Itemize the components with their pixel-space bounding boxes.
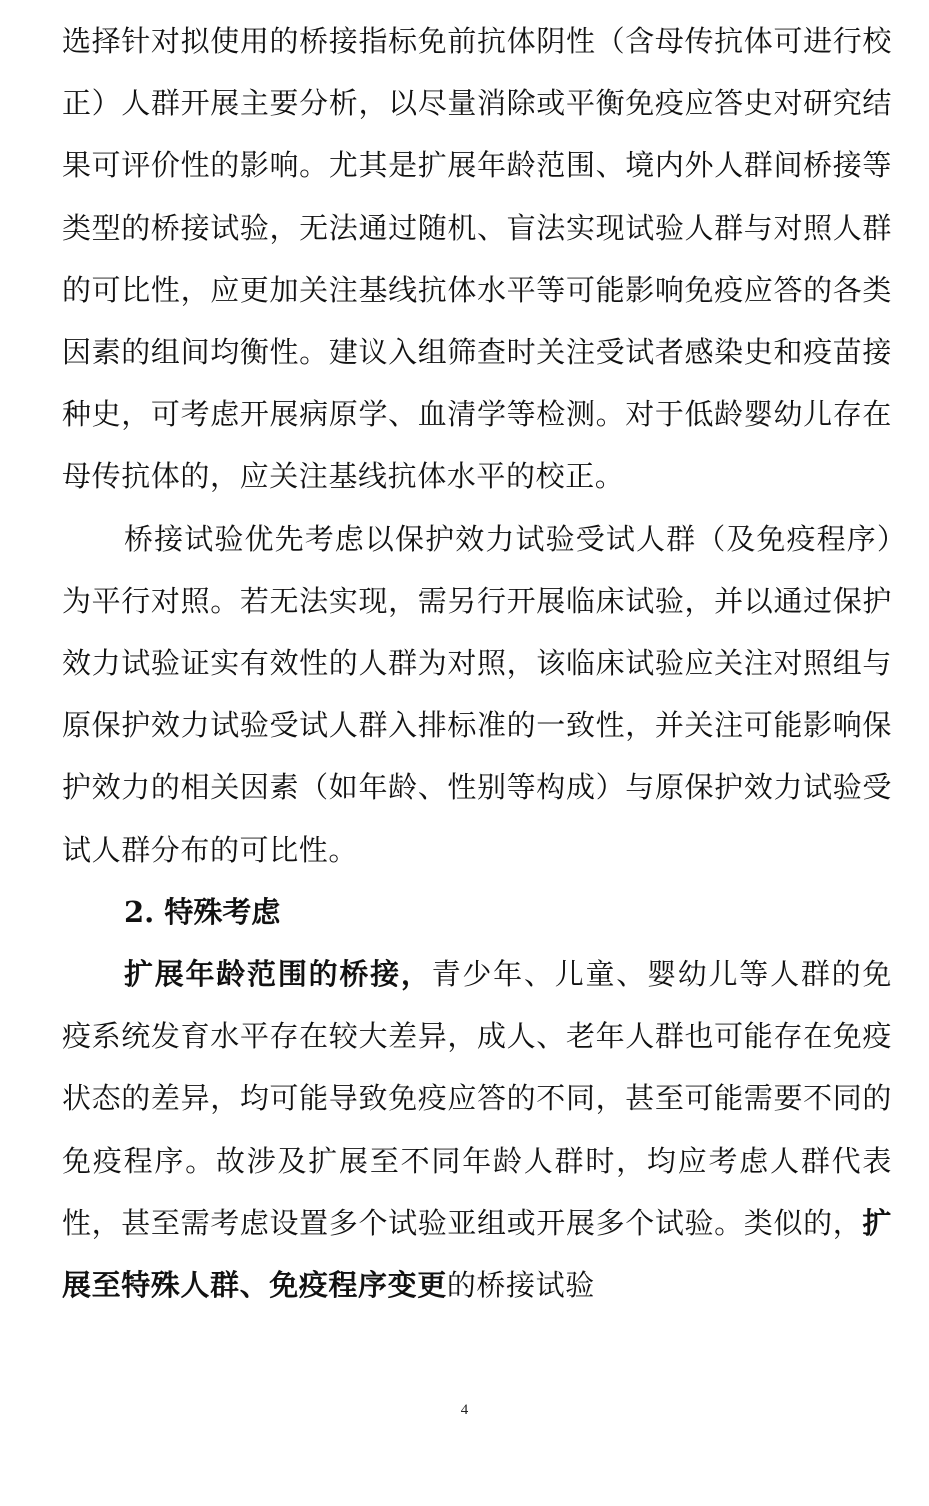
- page-number: 4: [460, 1402, 469, 1418]
- document-page: [62, 10, 892, 1316]
- paragraph-parallel-control: 桥接试验优先考虑以保护效力试验受试人群（及免疫程序）为平行对照。若无法实现，需另行开展临床试验，并以通过保护效力试验证实有效性的人群为对照，该临床试验应关注对照组与原保护效力试验受试人群入排标准的一致性，并关注可能影响保护效力的相关因素（如年龄、性别等构成）与原保护效力试验受试人群分布的可比性。: [62, 521, 892, 867]
- paragraph-text-part2: 的桥接试验: [446, 1268, 595, 1303]
- bold-special-population: 扩展至特殊人群、免疫程序变更: [62, 1205, 892, 1303]
- paragraph-population-analysis: 选择针对拟使用的桥接指标免前抗体阴性（含母传抗体可进行校正）人群开展主要分析，以尽量消除或平衡免疫应答史对研究结果可评价性的影响。尤其是扩展年龄范围、境内外人群间桥接等类型的桥接试验，无法通过随机、盲法实现试验人群与对照人群的可比性，应更加关注基线抗体水平等可能影响免疫应答的各类因素的组间均衡性。建议入组筛查时关注受试者感染史和疫苗接种史，可考虑开展病原学、血清学等检测。对于低龄婴幼儿存在母传抗体的，应关注基线抗体水平的校正。: [62, 24, 892, 494]
- paragraph-age-range-bridging: [62, 943, 892, 1316]
- section-heading-special-considerations: 2. 特殊考虑: [124, 894, 281, 929]
- paragraph-text-part1: 青少年、儿童、婴幼儿等人群的免疫系统发育水平存在较大差异，成人、老年人群也可能存在免疫状态的差异，均可能导致免疫应答的不同，甚至可能需要不同的免疫程序。故涉及扩展至不同年龄人群时，均应考虑人群代表性，甚至需考虑设置多个试验亚组或开展多个试验。类似的，: [62, 957, 892, 1240]
- bold-lead-age-range: 扩展年龄范围的桥接，: [124, 957, 432, 992]
